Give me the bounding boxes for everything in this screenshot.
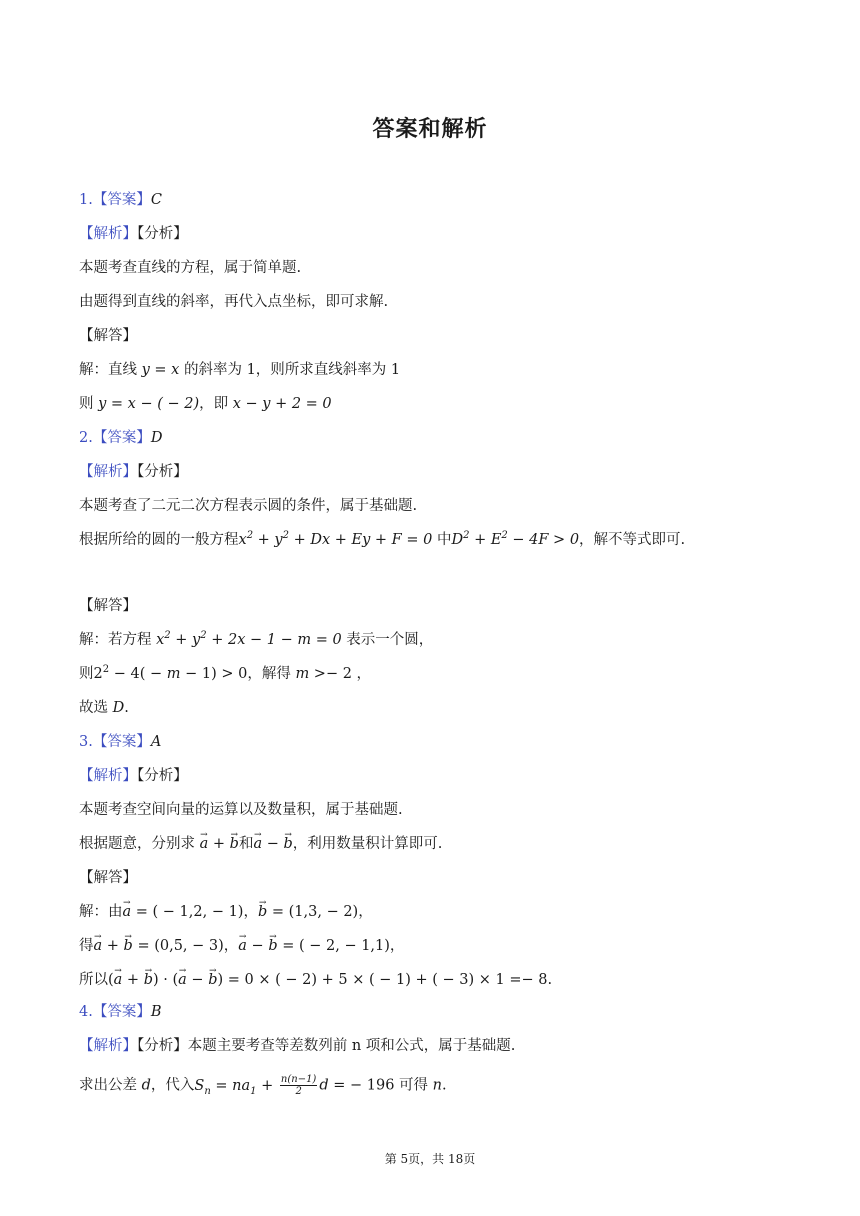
q1-sol2-text-a: 则	[79, 396, 99, 412]
vector-a-symbol: → a	[253, 834, 262, 854]
jiexi-label: 【解析】	[79, 1038, 137, 1054]
q4-jiexi-line	[79, 1036, 515, 1056]
q4-sum-formula: $S_n = na_1$ +	[194, 1077, 278, 1097]
q4-analysis-1: 本题主要考查等差数列前 n 项和公式，属于基础题.	[187, 1038, 516, 1054]
q2-sol3-end: .	[124, 700, 129, 716]
q2-sol3-text: 故选	[79, 700, 113, 716]
q4-analysis2-end: .	[442, 1077, 447, 1094]
vector-a-symbol: → a	[123, 902, 132, 922]
q2-sol1-text-a: 解：若方程	[79, 632, 157, 648]
answer-label: 【答案】	[92, 430, 151, 446]
q4-analysis2-text-b: ，代入	[150, 1077, 195, 1094]
q2-analysis2-text-a: 根据所给的圆的一般方程	[79, 532, 239, 548]
q4-answer-line	[79, 1002, 162, 1022]
q1-sol2-text-b: ，即	[199, 396, 233, 412]
q1-sol1-eq: y = x	[141, 362, 180, 378]
vector-b-symbol: → b	[268, 936, 277, 956]
vector-b-symbol: → b	[144, 970, 153, 990]
q2-solution-3	[79, 698, 129, 718]
q3-solution-2: 得→ a + → b = (0,5, − 3)，→ a − → b = ( − 2, − 1,1)，	[79, 936, 404, 956]
vector-b-symbol: → b	[283, 834, 292, 854]
q3-analysis2-text-c: ，利用数量积计算即可.	[292, 836, 443, 852]
page-title: 答案和解析	[372, 117, 488, 142]
vector-b-symbol: → b	[208, 970, 217, 990]
answer-label: 【答案】	[92, 734, 151, 750]
q4-answer: B	[150, 1004, 162, 1020]
jiexi-label: 【解析】	[79, 464, 137, 480]
vector-a-symbol: → a	[200, 834, 209, 854]
q2-jiexi-line	[79, 462, 188, 482]
vector-b-symbol: → b	[258, 902, 267, 922]
fenxi-label: 【分析】	[137, 464, 188, 480]
q1-sol2-eq1: y = x − ( − 2)	[98, 396, 200, 412]
q1-sol2-eq2: x − y + 2 = 0	[232, 396, 332, 412]
answer-label: 【答案】	[92, 1004, 151, 1020]
q1-analysis-2: 由题得到直线的斜率，再代入点坐标，即可求解.	[79, 294, 389, 310]
q3-sol1-text-a: 解：由	[79, 904, 123, 920]
q3-answer-line	[79, 732, 161, 752]
q3-sol2-sep: ，	[223, 938, 239, 954]
vector-b-symbol: → b	[230, 834, 239, 854]
jiexi-label: 【解析】	[79, 768, 137, 784]
fenxi-label: 【分析】	[137, 1038, 188, 1054]
q3-answer: A	[150, 734, 162, 750]
q2-analysis-2	[79, 530, 685, 550]
q4-analysis2-d: d	[141, 1077, 151, 1094]
q3-analysis2-text-b: 和	[238, 836, 254, 852]
answer-label: 【答案】	[92, 192, 151, 208]
q3-solution-3: 所以(→ a + → b) · (→ a − → b) = 0 × ( − 2) + 5 × ( − 1) + ( − 3) × 1 =− 8.	[79, 970, 552, 990]
q2-sol1-eq: $x^2 + y^2 + 2x - 1 - m = 0$	[156, 630, 342, 648]
q4-fraction: $\frac{n(n-1)}{2}$	[280, 1074, 317, 1097]
q4-analysis-2: 求出公差 d，代入$S_n = na_1$ + $\frac{n(n-1)}{2}$ d = − 196 可得 n.	[79, 1074, 447, 1097]
q2-sol2-text-c: ，	[351, 666, 372, 682]
q2-sol2-text-a: 则	[79, 666, 94, 682]
q2-number: 2.	[79, 430, 93, 446]
fenxi-label: 【分析】	[137, 768, 188, 784]
q2-sol3-answer: D	[112, 700, 125, 716]
q2-solution-1	[79, 630, 433, 650]
q3-sol2-end: ，	[389, 938, 405, 954]
q1-sol1-text-b: 的斜率为 1，则所求直线斜率为 1	[179, 362, 401, 378]
q2-sol2-result: m >− 2	[295, 666, 352, 682]
vector-a-symbol: → a	[178, 970, 187, 990]
q1-solution-2	[79, 394, 332, 414]
q1-number: 1.	[79, 192, 93, 208]
q2-answer-line	[79, 428, 162, 448]
q2-condition: $D^2 + E^2 - 4F > 0$	[451, 530, 580, 548]
q3-sol1-sep: ，	[243, 904, 258, 920]
q2-circle-equation: $x^2 + y^2 + Dx + Ey + F = 0$	[238, 530, 433, 548]
q3-number: 3.	[79, 734, 93, 750]
q1-sol1-text-a: 解：直线	[79, 362, 142, 378]
q1-answer-line	[79, 190, 162, 210]
q3-sol3-expression: = 0 × ( − 2) + 5 × ( − 1) + ( − 3) × 1 =− 8.	[227, 972, 553, 988]
q3-analysis2-text-a: 根据题意，分别求	[79, 836, 200, 852]
vector-a-symbol: → a	[94, 936, 103, 956]
q2-jieda-label: 【解答】	[79, 598, 137, 614]
q3-sol2-text-a: 得	[79, 938, 94, 954]
jiexi-label: 【解析】	[79, 226, 137, 242]
vector-a-symbol: → a	[238, 936, 247, 956]
q3-sol2-sum-value: = (0,5, − 3)	[137, 938, 224, 954]
q2-answer: D	[150, 430, 163, 446]
q2-sol2-text-b: ，解得	[247, 666, 296, 682]
q3-sol1-vec-a-value: = ( − 1,2, − 1)	[135, 904, 244, 920]
q2-analysis-1: 本题考查了二元二次方程表示圆的条件，属于基础题.	[79, 498, 418, 514]
q1-jieda-label: 【解答】	[79, 328, 137, 344]
q1-solution-1	[79, 360, 400, 380]
page-footer: 第 5页，共 18页	[384, 1152, 476, 1166]
q2-solution-2	[79, 664, 371, 684]
q3-analysis-1: 本题考查空间向量的运算以及数量积，属于基础题.	[79, 802, 403, 818]
q1-analysis-1: 本题考查直线的方程，属于简单题.	[79, 260, 302, 276]
q4-analysis2-text-c: = − 196 可得	[328, 1077, 433, 1094]
q1-answer: C	[150, 192, 162, 208]
q2-sol1-text-b: 表示一个圆，	[341, 632, 434, 648]
q3-jieda-label: 【解答】	[79, 870, 137, 886]
vector-a-symbol: → a	[114, 970, 123, 990]
q2-sol2-ineq: $2^2 - 4( - m - 1) > 0$	[93, 664, 248, 682]
q3-sol1-end: ，	[358, 904, 373, 920]
q1-jiexi-line	[79, 224, 188, 244]
q3-sol3-text-a: 所以	[79, 972, 108, 988]
fenxi-label: 【分析】	[137, 226, 188, 242]
q3-sol1-vec-b-value: = (1,3, − 2)	[271, 904, 359, 920]
q3-solution-1	[79, 902, 373, 922]
q2-analysis2-text-b: 中	[436, 532, 452, 548]
q3-jiexi-line	[79, 766, 188, 786]
q4-number: 4.	[79, 1004, 93, 1020]
q4-analysis2-n: n	[432, 1077, 443, 1094]
q2-analysis2-text-c: ，解不等式即可.	[579, 532, 686, 548]
q3-analysis-2: 根据题意，分别求 → a + → b和→ a − → b，利用数量积计算即可.	[79, 834, 442, 854]
q4-analysis2-text-a: 求出公差	[79, 1077, 142, 1094]
q3-sol2-diff-value: = ( − 2, − 1,1)	[282, 938, 390, 954]
vector-b-symbol: → b	[124, 936, 133, 956]
